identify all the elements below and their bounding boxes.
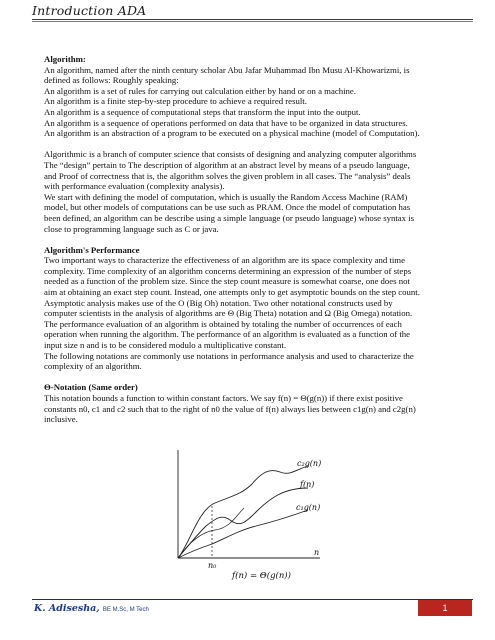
section-heading-performance: Algorithm's Performance (44, 244, 140, 255)
paragraph-line: An algorithm, named after the ninth century scholar Abu Jafar Muhammad Ibn Musu Al-Khowarizmi, is (44, 64, 410, 75)
theta-notation-figure (160, 448, 345, 583)
c2g-label: c₂g(n) (297, 459, 322, 468)
paragraph-line: inclusive. (44, 414, 78, 425)
theta-graph-svg (160, 448, 345, 583)
header-title: Introduction ADA (32, 3, 147, 18)
c2g-curve (178, 466, 308, 558)
author-credentials: BE M.Sc, M Tech (102, 607, 149, 613)
paragraph-line: An algorithm is a sequence of operations performed on data that have to be organized in data structures. (44, 117, 408, 128)
n0-label: n₀ (208, 561, 217, 570)
document-body (44, 54, 468, 425)
paragraph-line: An algorithm is a sequence of computational steps that transform the input into the output. (44, 106, 361, 117)
paragraph-line: input size n and is to be considered modulo a multiplicative constant. (44, 340, 287, 351)
c1g-curve (178, 510, 308, 558)
paragraph-gap (44, 234, 468, 245)
author-name: K. Adisesha, (34, 603, 100, 614)
paragraph-line: aim at obtaining an exact step count. Instead, one attempts only to get asymptotic bounds on the step count. (44, 287, 420, 298)
header-divider (32, 19, 473, 20)
paragraph-line: defined as follows: Roughly speaking: (44, 75, 179, 86)
paragraph-line: This notation bounds a function to within constant factors. We say f(n) = Θ(g(n)) if there exist positive (44, 393, 403, 403)
paragraph-line: complexity of an algorithm. (44, 361, 142, 372)
n-axis-label: n (314, 548, 320, 557)
paragraph-line: needed as a function of the problem size. Since the step count measure is somewhat coarse, one does not (44, 276, 410, 287)
paragraph-line: Two important ways to characterize the effectiveness of an algorithm are its space complexity and time (44, 255, 406, 266)
section-heading-theta: Θ-Notation (Same order) (44, 382, 138, 393)
paragraph-line: Asymptotic analysis makes use of the O (Big Oh) notation. Two other notational constructs used by (44, 297, 393, 308)
page-number-badge: 1 (418, 600, 472, 616)
paragraph-line: An algorithm is a set of rules for carrying out calculation either by hand or on a machine. (44, 85, 356, 96)
paragraph-gap (44, 139, 468, 150)
paragraph-line: The performance evaluation of an algorithm is obtained by totaling the number of occurrences of each (44, 318, 402, 329)
section-heading-algorithm: Algorithm: (44, 54, 86, 64)
paragraph-line: close to programming language such as C or java. (44, 223, 219, 234)
c1g-label: c₁g(n) (296, 503, 321, 512)
paragraph-gap (44, 372, 468, 383)
footer-author (34, 603, 149, 614)
paragraph-line: with performance evaluation (complexity analysis). (44, 181, 225, 192)
paragraph-line: and Proof of correctness that is, the algorithm solves the given problem in all cases. The “analysis” deals (44, 170, 411, 181)
paragraph-line: operation when running the algorithm. The performance of an algorithm is evaluated as a function of the (44, 329, 411, 340)
f-label: f(n) (300, 480, 315, 489)
paragraph-line: been defined, an algorithm can be describe using a simple language (or pseudo language) whose syntax is (44, 212, 415, 223)
paragraph-line: An algorithm is an abstraction of a program to be executed on a physical machine (model of Computation). (44, 128, 420, 139)
paragraph-line: complexity. Time complexity of an algorithm concerns determining an expression of the number of steps (44, 265, 412, 276)
figure-caption: f(n) = Θ(g(n)) (232, 571, 291, 581)
paragraph-line: An algorithm is a finite step-by-step procedure to achieve a required result. (44, 96, 307, 107)
header-divider-thin (32, 21, 473, 22)
paragraph-line: We start with defining the model of computation, which is usually the Random Access Machine (RAM) (44, 191, 408, 202)
paragraph-line: The “design” pertain to The description of algorithm at an abstract level by means of a pseudo language, (44, 159, 410, 170)
paragraph-line: Algorithmic is a branch of computer science that consists of designing and analyzing computer algorithms (44, 149, 417, 160)
auxiliary-curve (178, 508, 244, 558)
footer-divider (32, 599, 473, 600)
paragraph-line: computer scientists in the analysis of algorithms are Θ (Big Theta) notation and Ω (Big Omega) notation. (44, 308, 413, 319)
paragraph-line: constants n0, c1 and c2 such that to the right of n0 the value of f(n) always lies between c1g(n) and c2g(n) (44, 403, 416, 414)
paragraph-line: The following notations are commonly use notations in performance analysis and used to characterize the (44, 350, 414, 361)
paragraph-line: model, but other models of computations can be use such as PRAM. Once the model of computation has (44, 202, 411, 213)
